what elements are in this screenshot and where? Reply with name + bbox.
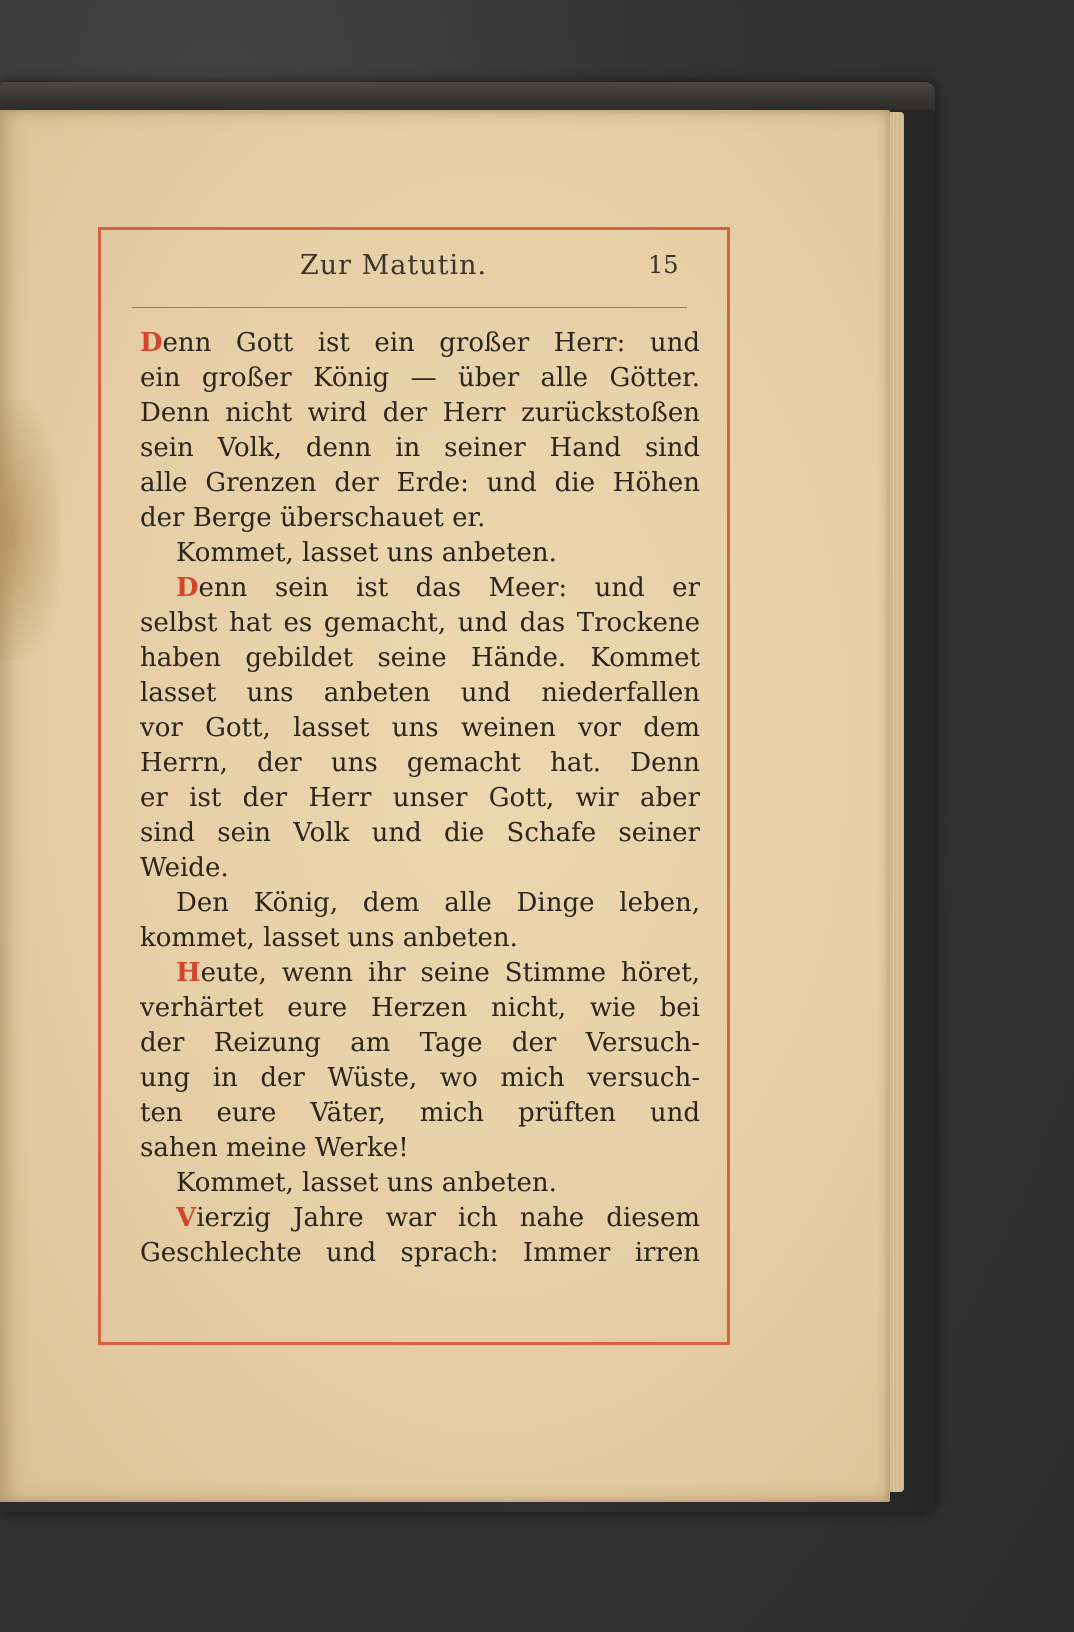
line-text: kommet, lasset uns anbeten.	[140, 923, 518, 953]
line-text: Geschlechte und sprach: Immer irren	[140, 1238, 700, 1268]
text-line	[140, 676, 700, 711]
line-text: der Berge überschauet er.	[140, 503, 486, 533]
line-text: Kommet, lasset uns anbeten.	[176, 1168, 557, 1198]
text-line	[140, 641, 700, 676]
header-rule	[132, 307, 687, 308]
text-line	[140, 1096, 700, 1131]
line-text: vor Gott, lasset uns weinen vor dem	[140, 713, 700, 743]
running-head: Zur Matutin.	[300, 250, 488, 281]
line-text: haben gebildet seine Hände. Kommet	[140, 643, 700, 673]
red-initial: H	[176, 958, 201, 988]
text-line	[140, 1166, 700, 1201]
text-line	[140, 1131, 700, 1166]
text-line	[140, 851, 700, 886]
text-line	[140, 956, 700, 991]
text-line	[140, 886, 700, 921]
line-text: ung in der Wüste, wo mich versuch-	[140, 1063, 700, 1093]
text-line	[140, 466, 700, 501]
line-text: enn sein ist das Meer: und er	[198, 573, 700, 603]
line-text: sind sein Volk und die Schafe seiner	[140, 818, 700, 848]
text-line	[140, 326, 700, 361]
line-text: ein großer König — über alle Götter.	[140, 363, 700, 393]
text-line	[140, 431, 700, 466]
text-line	[140, 536, 700, 571]
text-line	[140, 1201, 700, 1236]
line-text: Den König, dem alle Dinge leben,	[176, 888, 700, 918]
text-line	[140, 991, 700, 1026]
water-stain	[0, 400, 60, 660]
line-text: ierzig Jahre war ich nahe diesem	[196, 1203, 700, 1233]
line-text: Weide.	[140, 853, 229, 883]
text-line	[140, 921, 700, 956]
line-text: sein Volk, denn in seiner Hand sind	[140, 433, 700, 463]
body-text	[140, 326, 700, 1271]
text-line	[140, 1026, 700, 1061]
red-initial: D	[176, 573, 199, 603]
text-line	[140, 746, 700, 781]
line-text: selbst hat es gemacht, und das Trockene	[140, 608, 700, 638]
text-line	[140, 396, 700, 431]
red-initial: D	[140, 328, 163, 358]
text-line	[140, 711, 700, 746]
text-line	[140, 781, 700, 816]
line-text: sahen meine Werke!	[140, 1133, 409, 1163]
red-initial: V	[176, 1203, 197, 1233]
line-text: Herrn, der uns gemacht hat. Denn	[140, 748, 700, 778]
text-line	[140, 606, 700, 641]
page-number: 15	[648, 251, 679, 279]
line-text: Kommet, lasset uns anbeten.	[176, 538, 557, 568]
line-text: er ist der Herr unser Gott, wir aber	[140, 783, 700, 813]
line-text: ten eure Väter, mich prüften und	[140, 1098, 700, 1128]
line-text: enn Gott ist ein großer Herr: und	[162, 328, 700, 358]
line-text: lasset uns anbeten und niederfallen	[140, 678, 700, 708]
line-text: alle Grenzen der Erde: und die Höhen	[140, 468, 700, 498]
line-text: der Reizung am Tage der Versuch-	[140, 1028, 700, 1058]
line-text: Denn nicht wird der Herr zurückstoßen	[140, 398, 700, 428]
line-text: verhärtet eure Herzen nicht, wie bei	[140, 993, 700, 1023]
line-text: eute, wenn ihr seine Stimme höret,	[200, 958, 700, 988]
text-line	[140, 1061, 700, 1096]
text-line	[140, 361, 700, 396]
text-line	[140, 1236, 700, 1271]
cover-top-edge	[0, 82, 935, 110]
text-line	[140, 501, 700, 536]
text-line	[140, 816, 700, 851]
text-line	[140, 571, 700, 606]
